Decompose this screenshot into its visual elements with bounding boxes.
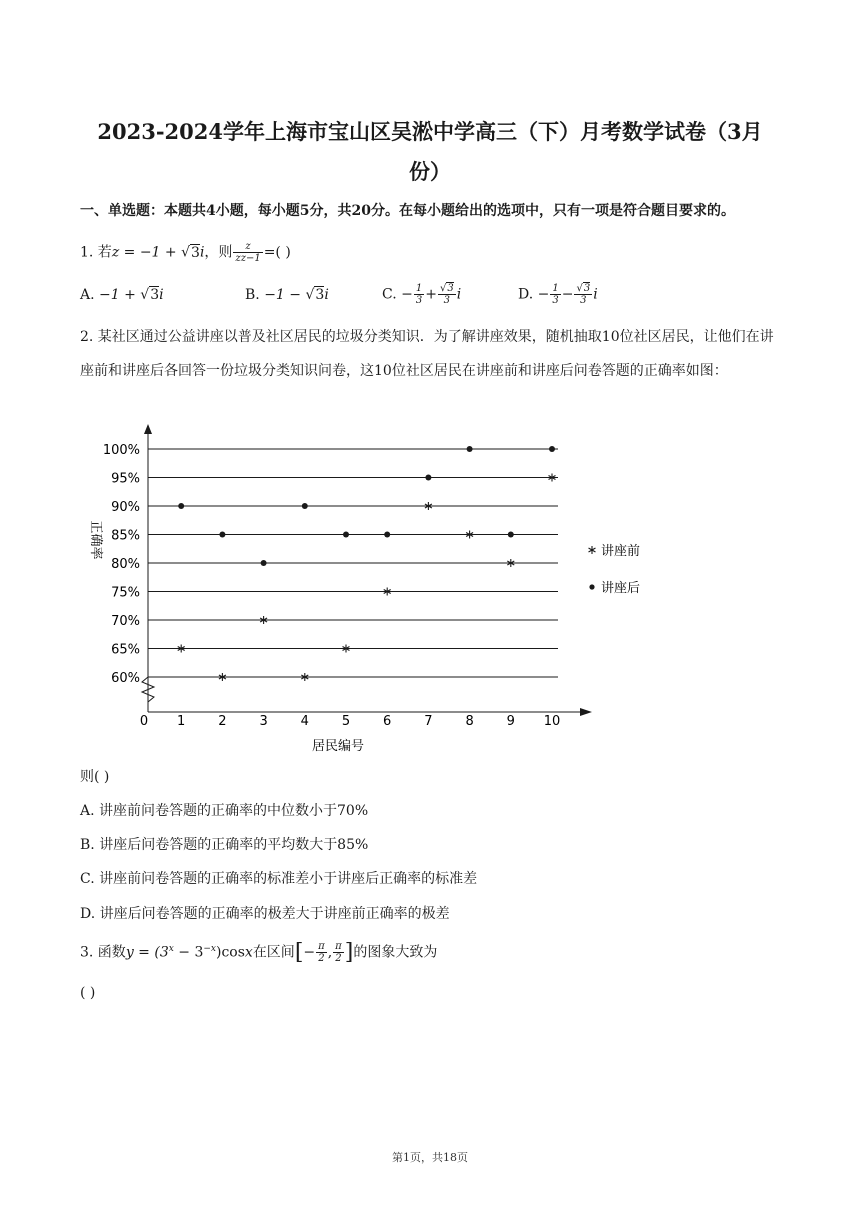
y-axis-label: 正确率 xyxy=(88,520,103,560)
frac-den: 3 xyxy=(443,295,451,306)
q3-suffix: 的图象大致为 xyxy=(353,944,438,961)
q3-tail: )cos xyxy=(215,944,245,961)
y-axis-arrow-icon xyxy=(144,424,152,434)
frac-num: 1 xyxy=(552,283,559,294)
imag-unit: i xyxy=(593,286,598,303)
x-axis-label: 居民编号 xyxy=(311,739,365,754)
q3-comma: , xyxy=(327,944,333,961)
fraction xyxy=(438,283,456,306)
after-point xyxy=(178,503,184,509)
frac-num: π xyxy=(318,941,325,952)
x-tick-label: 10 xyxy=(543,714,561,729)
sqrt-symbol: √ xyxy=(305,287,315,303)
chart-gridlines xyxy=(148,449,558,677)
fraction xyxy=(550,283,560,306)
y-tick-label: 80% xyxy=(111,557,140,572)
legend-label: 讲座后 xyxy=(601,581,641,596)
after-point xyxy=(261,560,267,566)
question-2-prompt: 则( ) xyxy=(80,769,110,785)
q1-option-a xyxy=(80,287,164,303)
plus-sign: + xyxy=(425,286,437,303)
option-label: D. xyxy=(518,286,538,303)
x-tick-labels xyxy=(177,714,560,729)
q3-minus: − xyxy=(303,944,316,961)
q1-prefix: 1. 若 xyxy=(80,244,112,261)
after-point xyxy=(302,503,308,509)
chart-legend xyxy=(589,543,640,596)
option-label: B. xyxy=(245,287,265,303)
accuracy-scatter-chart xyxy=(80,420,641,760)
imag-unit: i xyxy=(324,287,329,303)
q3-prefix: 3. 函数 xyxy=(80,944,126,961)
q2-option-a: A. 讲座前问卷答题的正确率的中位数小于70% xyxy=(80,803,369,819)
fraction xyxy=(574,283,592,306)
y-tick-label: 100% xyxy=(102,443,140,458)
frac-den: 2 xyxy=(335,953,342,964)
frac-den: 2 xyxy=(318,953,325,964)
fraction xyxy=(414,283,424,306)
q2-option-c: C. 讲座前问卷答题的正确率的标准差小于讲座后正确率的标准差 xyxy=(80,871,478,887)
sqrt-symbol: √ xyxy=(439,283,447,294)
question-2-text: 2. 某社区通过公益讲座以普及社区居民的垃圾分类知识．为了解讲座效果，随机抽取10位社区居民，让他们在讲座前和讲座后各回答一份垃圾分类知识问卷，这10位社区居民在讲座前和讲座后问卷答题的正确率如图： xyxy=(80,329,774,379)
q1-sqrt-arg: 3 xyxy=(191,244,200,261)
q1-expr: z = −1 + xyxy=(111,244,182,261)
sqrt-symbol: √ xyxy=(140,287,150,303)
legend-label: 讲座前 xyxy=(601,544,641,559)
legend-dot-icon xyxy=(589,584,594,589)
q1-fraction xyxy=(233,241,262,264)
sqrt-arg: 3 xyxy=(315,287,325,303)
after-point xyxy=(467,446,473,452)
x-tick-label: 5 xyxy=(341,714,351,729)
q2-option-b: B. 讲座后问卷答题的正确率的平均数大于85% xyxy=(80,837,369,853)
q3-interval-label: 在区间 xyxy=(252,944,295,961)
q3-var: x xyxy=(244,944,253,961)
x-tick-label: 9 xyxy=(506,714,515,729)
q1-options xyxy=(80,283,800,311)
minus-sign: − xyxy=(401,286,413,303)
frac-num xyxy=(574,283,592,295)
q1-imag-unit: i xyxy=(199,244,205,261)
exam-title-line1: 2023-2024学年上海市宝山区吴淞中学高三（下）月考数学试卷（3月 xyxy=(97,119,763,144)
imag-unit: i xyxy=(159,287,164,303)
section-heading: 一、单选题：本题共4小题，每小题5分，共20分。在每小题给出的选项中，只有一项是符合题目要求的。 xyxy=(80,203,735,219)
q3-exponent: x xyxy=(168,943,174,954)
y-tick-label: 75% xyxy=(111,585,140,601)
y-tick-labels xyxy=(103,443,140,686)
page-footer: 第1页，共18页 xyxy=(392,1151,468,1164)
option-label: A. xyxy=(80,287,100,303)
after-point xyxy=(343,532,349,538)
exam-title-line2: 份） xyxy=(409,159,451,184)
x-tick-label: 6 xyxy=(383,714,392,729)
x-axis-arrow-icon xyxy=(580,708,592,716)
q1-option-d xyxy=(518,283,598,306)
y-tick-label: 95% xyxy=(111,471,140,487)
after-point xyxy=(508,532,514,538)
option-expr: −1 − xyxy=(264,287,306,303)
x-tick-label: 7 xyxy=(424,714,433,729)
q3-frac-right xyxy=(333,941,344,964)
y-tick-label: 70% xyxy=(111,614,140,629)
sqrt-arg: 3 xyxy=(150,287,160,303)
after-point xyxy=(219,532,225,538)
y-tick-label: 60% xyxy=(111,671,140,686)
right-bracket-icon: ] xyxy=(344,940,354,965)
q3-mid: − 3 xyxy=(173,944,204,961)
sqrt-arg: 3 xyxy=(583,283,591,294)
frac-den: 3 xyxy=(552,295,559,306)
option-expr: −1 + xyxy=(99,287,141,303)
x-tick-label: 2 xyxy=(218,714,227,729)
frac-den: 3 xyxy=(580,295,587,306)
q3-exponent-neg: −x xyxy=(203,943,216,954)
frac-num xyxy=(438,283,456,295)
after-point xyxy=(425,475,431,481)
y-tick-label: 90% xyxy=(111,500,140,515)
left-bracket-icon: [ xyxy=(294,940,304,965)
option-label: C. xyxy=(382,286,402,303)
imag-unit: i xyxy=(456,286,462,303)
y-tick-label: 85% xyxy=(111,528,140,544)
origin-label: 0 xyxy=(139,714,149,729)
x-tick-label: 1 xyxy=(177,714,186,729)
sqrt-arg: 3 xyxy=(447,283,454,294)
chart-axes xyxy=(142,424,592,716)
after-point xyxy=(384,532,390,538)
q3-func: y = (3 xyxy=(125,944,169,961)
sqrt-symbol: √ xyxy=(181,244,191,261)
question-3 xyxy=(80,940,437,965)
question-3-paren: ( ) xyxy=(80,985,96,1001)
legend-asterisk-icon xyxy=(589,546,596,554)
q3-frac-left xyxy=(316,941,327,964)
sqrt-symbol: √ xyxy=(576,283,583,294)
q1-suffix: =( ) xyxy=(263,244,291,261)
after-point xyxy=(549,446,555,452)
y-tick-label: 65% xyxy=(111,642,140,658)
x-tick-label: 8 xyxy=(465,714,474,729)
frac-num: π xyxy=(335,941,342,952)
question-1 xyxy=(80,241,291,264)
q1-mid: ，则 xyxy=(204,244,233,261)
minus-sign: − xyxy=(537,286,550,303)
q1-frac-den: zz−1 xyxy=(235,253,261,264)
x-tick-label: 4 xyxy=(300,714,309,729)
q1-option-c xyxy=(382,283,461,306)
q2-option-d: D. 讲座后问卷答题的正确率的极差大于讲座前正确率的极差 xyxy=(80,906,450,922)
q1-frac-num: z xyxy=(233,241,262,253)
x-tick-label: 3 xyxy=(259,714,268,729)
minus-sign: − xyxy=(561,286,574,303)
frac-num: 1 xyxy=(415,283,423,294)
q1-option-b xyxy=(245,287,329,303)
frac-den: 3 xyxy=(415,295,423,306)
